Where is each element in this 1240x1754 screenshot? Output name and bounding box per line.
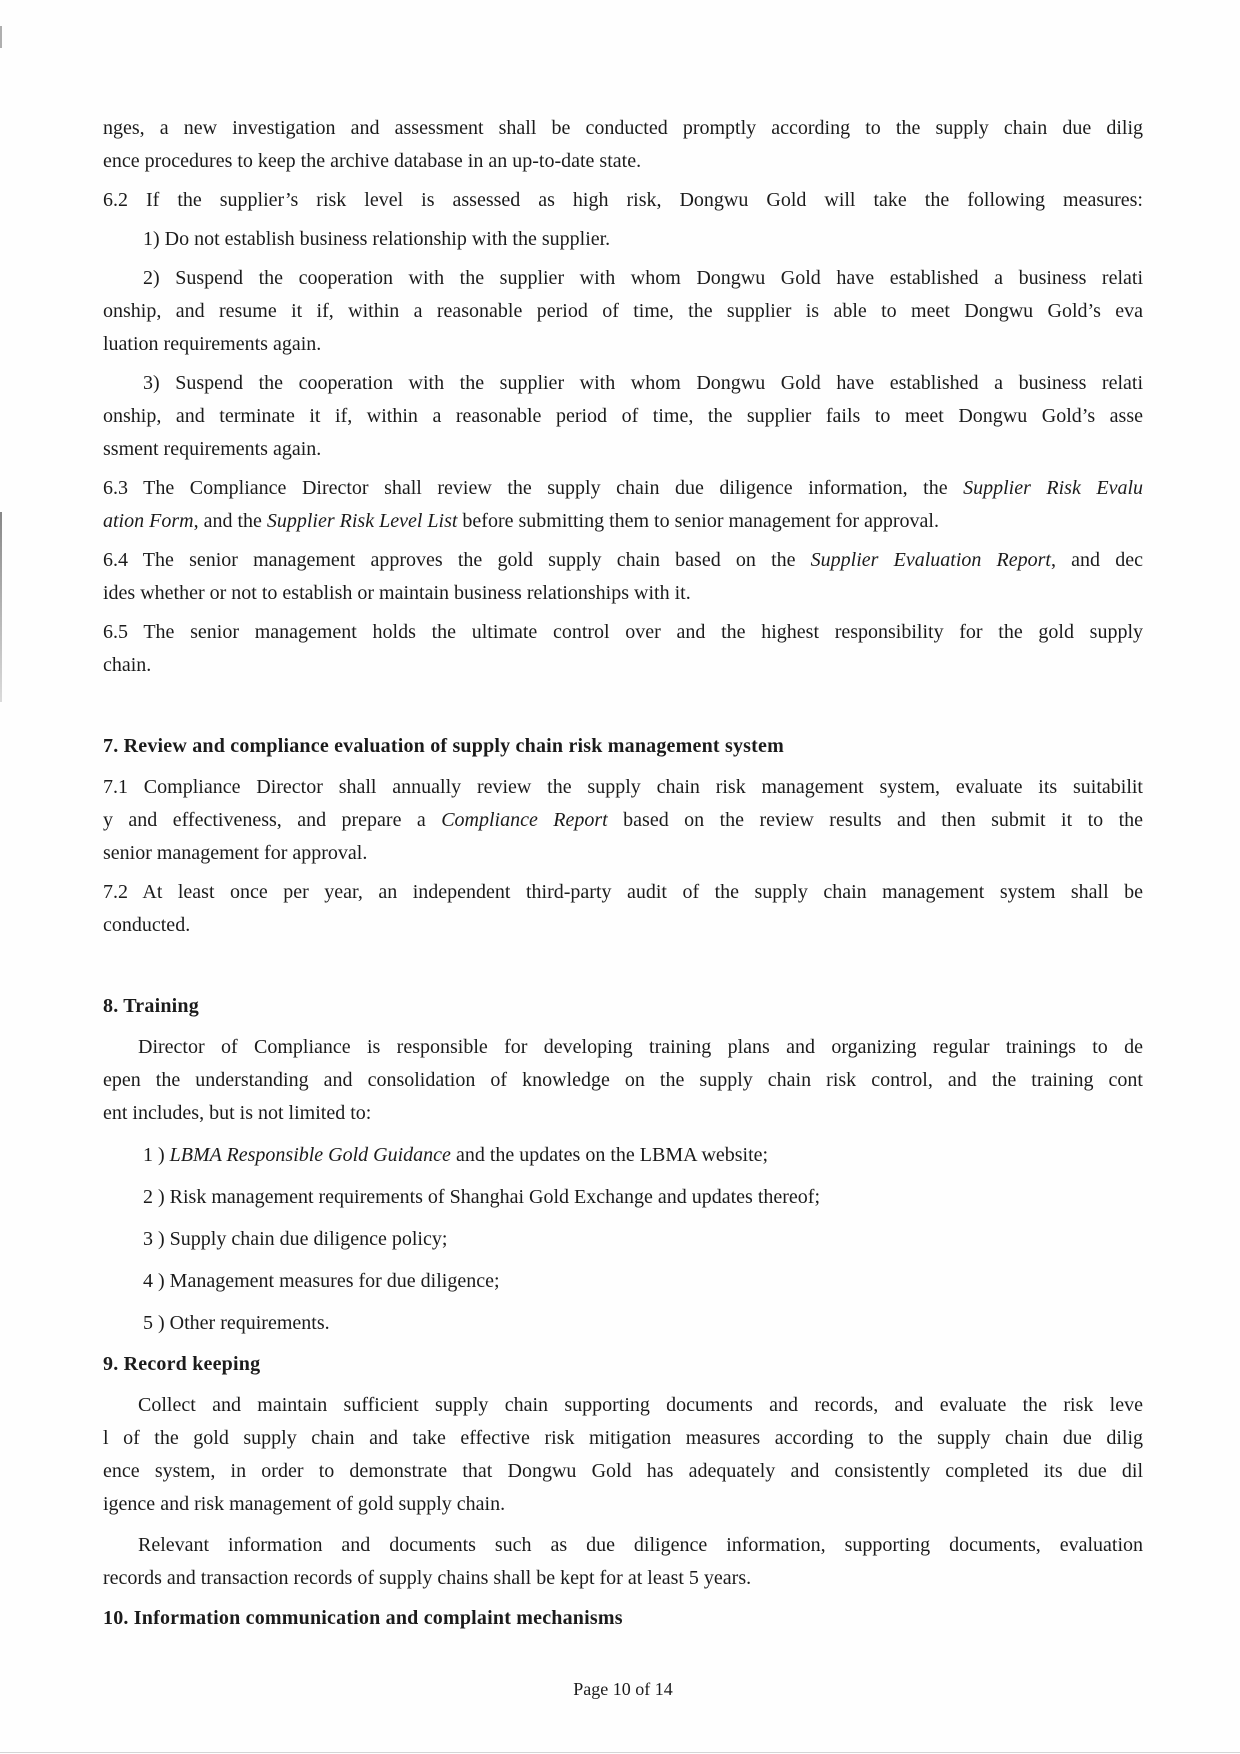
text-line: 2 ) Risk management requirements of Shanghai Gold Exchange and updates thereof; — [143, 1186, 821, 1208]
scan-artifact-top-left — [0, 26, 2, 48]
text-line: 10. Information communication and complaint mechanisms — [103, 1607, 623, 1629]
text-line: 3) Suspend the cooperation with the supplier with whom Dongwu Gold have established a business relati — [143, 372, 1143, 394]
paragraph — [103, 544, 1143, 610]
list-item — [103, 1223, 1143, 1256]
paragraph — [103, 112, 1143, 178]
page-footer-area — [103, 1662, 1143, 1702]
text-line: nges, a new investigation and assessment shall be conducted promptly according to the supply chain due dilig — [103, 117, 1143, 139]
text-line: 6.5 The senior management holds the ultimate control over and the highest responsibility for the gold supply — [103, 621, 1143, 643]
section-heading-9 — [103, 1348, 1143, 1381]
text-line: l of the gold supply chain and take effective risk mitigation measures according to the supply chain due dilig — [103, 1427, 1143, 1449]
text-line: Director of Compliance is responsible for developing training plans and organizing regular trainings to de — [138, 1036, 1143, 1058]
text-line: 8. Training — [103, 995, 199, 1017]
paragraph — [103, 184, 1143, 217]
list-item — [103, 1265, 1143, 1298]
section-heading-7 — [103, 730, 1143, 763]
list-item — [103, 1181, 1143, 1214]
paragraph — [103, 876, 1143, 942]
text-line: ides whether or not to establish or maintain business relationships with it. — [103, 582, 691, 604]
page-footer: Page 10 of 14 — [573, 1679, 673, 1699]
text-line: chain. — [103, 654, 152, 676]
text-line: onship, and terminate it if, within a reasonable period of time, the supplier fails to meet Dongwu Gold’s asse — [103, 405, 1143, 427]
text-line: luation requirements again. — [103, 333, 322, 355]
text-line: 9. Record keeping — [103, 1353, 261, 1375]
text-line: 4 ) Management measures for due diligence; — [143, 1270, 500, 1292]
section-heading-8 — [103, 990, 1143, 1023]
document-body — [103, 112, 1143, 1635]
text-line: senior management for approval. — [103, 842, 368, 864]
paragraph — [103, 771, 1143, 870]
text-line: ent includes, but is not limited to: — [103, 1102, 372, 1124]
text-line: 7. Review and compliance evaluation of supply chain risk management system — [103, 735, 784, 757]
text-line: ence procedures to keep the archive database in an up-to-date state. — [103, 150, 642, 172]
text-line: 1 ) LBMA Responsible Gold Guidance and the updates on the LBMA website; — [143, 1144, 769, 1166]
text-line: records and transaction records of supply chains shall be kept for at least 5 years. — [103, 1567, 752, 1589]
text-line: epen the understanding and consolidation of knowledge on the supply chain risk control, and the training cont — [103, 1069, 1143, 1091]
text-line: 3 ) Supply chain due diligence policy; — [143, 1228, 448, 1250]
list-item — [103, 223, 1143, 256]
text-line: Relevant information and documents such as due diligence information, supporting documents, evaluation — [138, 1534, 1143, 1556]
text-line: 6.2 If the supplier’s risk level is assessed as high risk, Dongwu Gold will take the following measures: — [103, 189, 1143, 211]
paragraph — [103, 367, 1143, 466]
text-line: 7.2 At least once per year, an independent third-party audit of the supply chain management system shall be — [103, 881, 1143, 903]
text-line: 5 ) Other requirements. — [143, 1312, 330, 1334]
list-item — [103, 1139, 1143, 1172]
text-line: ence system, in order to demonstrate that Dongwu Gold has adequately and consistently completed its due dil — [103, 1460, 1143, 1482]
text-line: ssment requirements again. — [103, 438, 322, 460]
scan-artifact-left-line — [0, 512, 2, 702]
list-item — [103, 1307, 1143, 1340]
paragraph — [103, 262, 1143, 361]
text-line: conducted. — [103, 914, 191, 936]
scan-artifact-bottom-line — [0, 1752, 1240, 1753]
paragraph — [103, 472, 1143, 538]
paragraph — [103, 1389, 1143, 1521]
text-line: 1) Do not establish business relationship with the supplier. — [143, 228, 611, 250]
paragraph — [103, 1031, 1143, 1130]
text-line: Collect and maintain sufficient supply chain supporting documents and records, and evaluate the risk leve — [138, 1394, 1143, 1416]
section-heading-10 — [103, 1602, 1143, 1635]
text-line: igence and risk management of gold supply chain. — [103, 1493, 506, 1515]
text-line: 7.1 Compliance Director shall annually review the supply chain risk management system, evaluate its suitabilit — [103, 776, 1143, 798]
text-line: 6.4 The senior management approves the gold supply chain based on the Supplier Evaluation Report, and dec — [103, 549, 1143, 571]
text-line: ation Form, and the Supplier Risk Level List before submitting them to senior management for approval. — [103, 510, 939, 532]
text-line: 6.3 The Compliance Director shall review the supply chain due diligence information, the Supplier Risk Evalu — [103, 477, 1144, 499]
text-line: y and effectiveness, and prepare a Compliance Report based on the review results and then submit it to the — [103, 809, 1144, 831]
paragraph — [103, 616, 1143, 682]
text-line: onship, and resume it if, within a reasonable period of time, the supplier is able to meet Dongwu Gold’s eva — [103, 300, 1143, 322]
text-line: 2) Suspend the cooperation with the supplier with whom Dongwu Gold have established a business relati — [143, 267, 1143, 289]
paragraph — [103, 1529, 1143, 1595]
